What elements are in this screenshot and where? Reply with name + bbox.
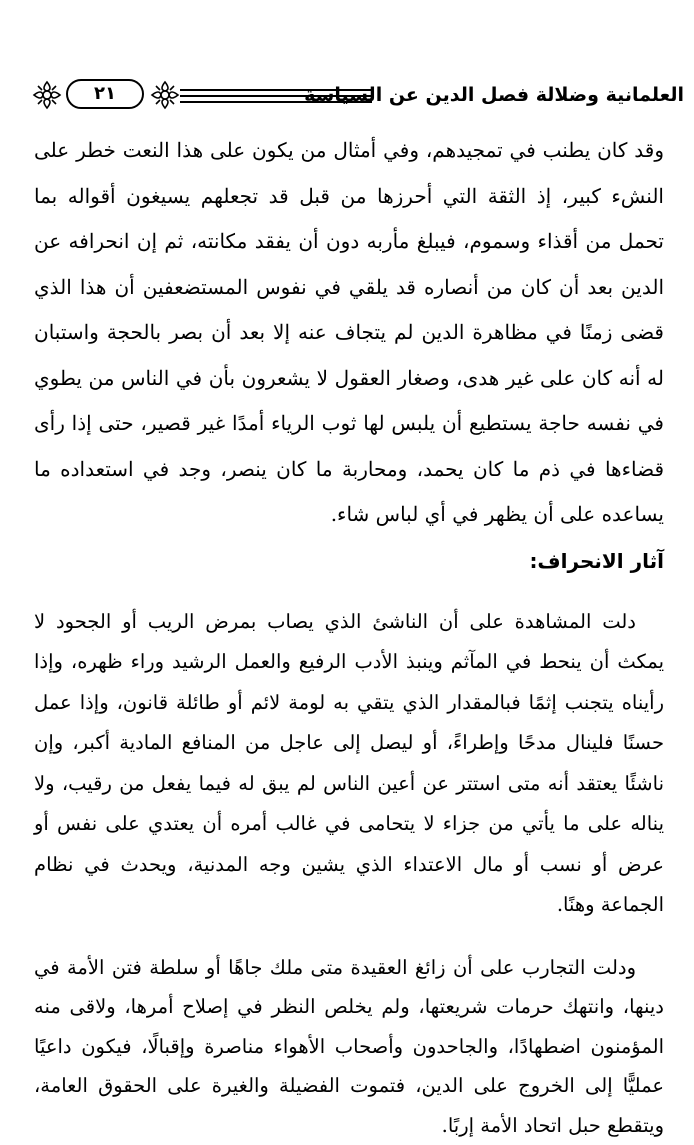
paragraph-1: وقد كان يطنب في تمجيدهم، وفي أمثال من يكون على هذا النعت خطر على النشء كبير، إذ الثقة التي أحرزها من قبل قد تجعلهم يسيغون أقواله بما تحمل من أقذاء وسموم، فيبلغ مأربه دون أن يفقد مكانته، ثم إن انحرافه عن الدين بعد أن كان من أنصاره قد يلقي في نفوس المستضعفين أن هذا الذي قضى زمنًا في مظاهرة الدين لم يتجاف عنه إلا بعد أن بصر بالحجة واستبان له أنه كان على غير هدى، وصغار العقول لا يشعرون بأن في الناس من يطوي في نفسه حاجة يستطيع أن يلبس لها ثوب الرياء أمدًا غير قصير، حتى إذا رأى قضاءها في ذم ما كان يحمد، ومحاربة ما كان ينصر، وجد في استعداده ما يساعده على أن يظهر في أي لباس شاء. — [34, 128, 664, 538]
page-number-frame — [66, 79, 144, 109]
section-heading: آثار الانحراف: — [34, 538, 664, 584]
paragraph-3 — [34, 948, 664, 1145]
page-number: ٢١ — [94, 85, 116, 103]
running-header — [30, 78, 684, 118]
running-title: العلمانية وضلالة فصل الدين عن السياسة — [304, 82, 684, 108]
paragraph-3-text: ودلت التجارب على أن زائغ العقيدة متى ملك جاهًا أو سلطة فتن الأمة في دينها، وانتهك حرمات شريعتها، ولم يخلص النظر في إصلاح أمرها، ولاقى منه المؤمنون اضطهادًا، والجاحدون وأصحاب الأهواء مناصرة وإقبالًا، فيكون داعيًا عمليًّا إلى الخروج على الدين، فتموت الفضيلة والغيرة على الحقوق العامة، ويتقطع حبل اتحاد الأمة إربًا. — [34, 956, 664, 1137]
floral-ornament-icon — [30, 78, 64, 112]
page-body — [34, 128, 664, 1145]
paragraph-2-text: دلت المشاهدة على أن الناشئ الذي يصاب بمرض الريب أو الجحود لا يمكث أن ينحط في المآثم وينبذ الأدب الرفيع والعمل الرشيد وراء ظهره، وإذا رأيناه يتجنب إثمًا فبالمقدار الذي يتقي به لومة لائم أو طائلة قانون، وإذا عمل حسنًا فلينال مدحًا وإطراءً، أو ليصل إلى عاجل من المنافع المادية أكبر، وإن ناشئًا يعتقد أنه متى استتر عن أعين الناس لم يبق له فيما يفعل من رقيب، ولا يناله على ما يأتي من جزاء لا يتحامى في غالب أمره أن يعتدي على نفس أو عرض أو نسب أو مال الاعتداء الذي يشين وجه المدنية، ويحدث في نظام الجماعة وهنًا. — [34, 610, 664, 917]
floral-ornament-icon — [148, 78, 182, 112]
paragraph-2 — [34, 602, 664, 926]
